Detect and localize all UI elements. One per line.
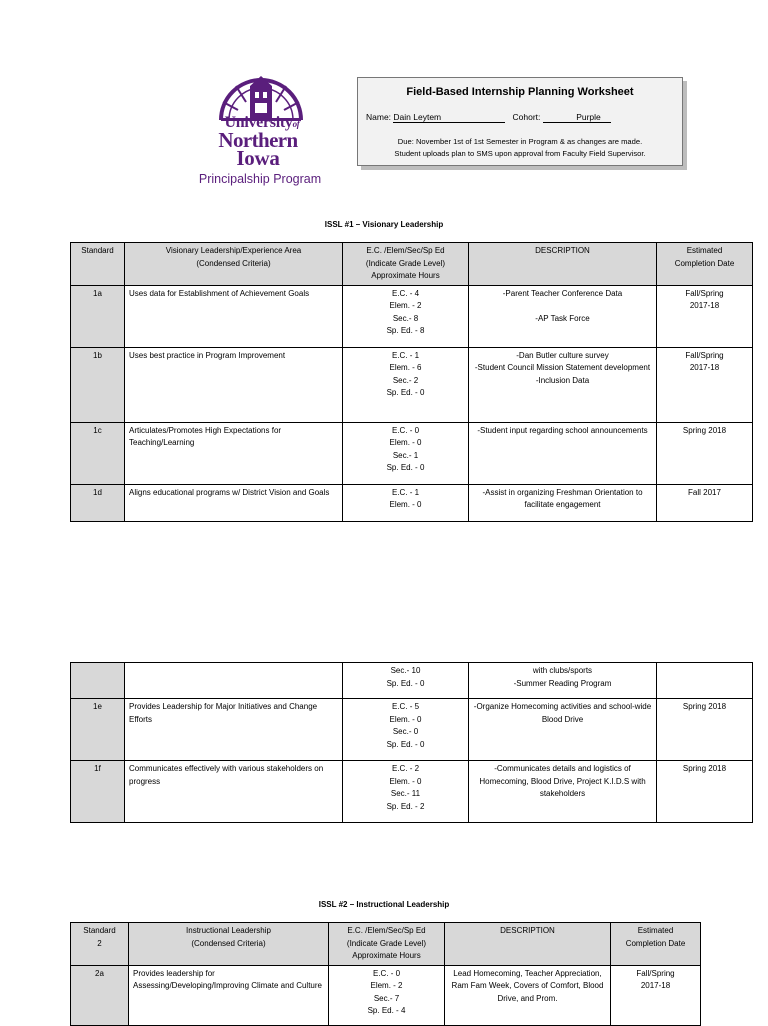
- standard-cell: 2a: [71, 965, 129, 1025]
- table-row: [71, 699, 753, 761]
- issl1-continued-table: [70, 662, 753, 823]
- table-row: [71, 347, 753, 422]
- logo-iowa-text: Iowa: [236, 146, 280, 170]
- column-header: DESCRIPTION: [445, 923, 611, 966]
- cohort-value: Purple: [543, 112, 611, 123]
- description-cell: -Communicates details and logistics of Homecoming, Blood Drive, Project K.I.D.S with stakeholders: [469, 761, 657, 823]
- issl1-title: ISSL #1 – Visionary Leadership: [324, 220, 444, 229]
- program-name: Principalship Program: [198, 172, 322, 186]
- description-cell: -Assist in organizing Freshman Orientation to facilitate engagement: [469, 484, 657, 521]
- logo-university-text: Universityof: [224, 114, 300, 131]
- issl2-title: ISSL #2 – Instructional Leadership: [318, 900, 450, 909]
- column-header: Instructional Leadership (Condensed Criteria): [129, 923, 329, 966]
- column-header: Visionary Leadership/Experience Area (Condensed Criteria): [125, 243, 343, 286]
- completion-date-cell: Spring 2018: [657, 761, 753, 823]
- completion-date-cell: Fall/Spring 2017-18: [611, 965, 701, 1025]
- column-header: Estimated Completion Date: [611, 923, 701, 966]
- column-header: Standard 2: [71, 923, 129, 966]
- hours-cell: Sec.- 10 Sp. Ed. - 0: [343, 663, 469, 699]
- table-row: [71, 663, 753, 699]
- description-cell: with clubs/sports -Summer Reading Program: [469, 663, 657, 699]
- standard-cell: 1f: [71, 761, 125, 823]
- criteria-cell: [125, 663, 343, 699]
- hours-cell: E.C. - 0 Elem. - 0 Sec.- 1 Sp. Ed. - 0: [343, 422, 469, 484]
- completion-date-cell: Fall/Spring 2017-18: [657, 347, 753, 422]
- criteria-cell: Aligns educational programs w/ District Vision and Goals: [125, 484, 343, 521]
- completion-date-cell: Fall/Spring 2017-18: [657, 285, 753, 347]
- table-row: [71, 965, 701, 1025]
- issl2-table: [70, 922, 701, 1026]
- criteria-cell: Uses data for Establishment of Achievement Goals: [125, 285, 343, 347]
- column-header: E.C. /Elem/Sec/Sp Ed (Indicate Grade Level) Approximate Hours: [329, 923, 445, 966]
- issl1-table: [70, 242, 753, 522]
- description-cell: -Parent Teacher Conference Data -AP Task Force: [469, 285, 657, 347]
- hours-cell: E.C. - 1 Elem. - 0: [343, 484, 469, 521]
- worksheet-header-box: [357, 77, 683, 166]
- due-note: Due: November 1st of 1st Semester in Program & as changes are made. Student uploads plan to SMS upon approval from Faculty Field Supervisor.: [394, 137, 646, 158]
- table-row: [71, 285, 753, 347]
- hours-cell: E.C. - 1 Elem. - 6 Sec.- 2 Sp. Ed. - 0: [343, 347, 469, 422]
- name-value: Dain Leytem: [393, 112, 505, 123]
- criteria-cell: Provides Leadership for Major Initiatives and Change Efforts: [125, 699, 343, 761]
- completion-date-cell: Spring 2018: [657, 422, 753, 484]
- table-header-row: [71, 923, 701, 966]
- table-row: [71, 484, 753, 521]
- column-header: DESCRIPTION: [469, 243, 657, 286]
- name-cohort-line: Name: Dain Leytem Cohort: Purple: [366, 112, 611, 123]
- criteria-cell: Uses best practice in Program Improvement: [125, 347, 343, 422]
- criteria-cell: Provides leadership for Assessing/Developing/Improving Climate and Culture: [129, 965, 329, 1025]
- description-cell: -Dan Butler culture survey -Student Council Mission Statement development -Inclusion Data: [469, 347, 657, 422]
- table-row: [71, 761, 753, 823]
- standard-cell: [71, 663, 125, 699]
- hours-cell: E.C. - 4 Elem. - 2 Sec.- 8 Sp. Ed. - 8: [343, 285, 469, 347]
- description-cell: -Student input regarding school announcements: [469, 422, 657, 484]
- table-header-row: [71, 243, 753, 286]
- completion-date-cell: Spring 2018: [657, 699, 753, 761]
- hours-cell: E.C. - 5 Elem. - 0 Sec.- 0 Sp. Ed. - 0: [343, 699, 469, 761]
- column-header: Estimated Completion Date: [657, 243, 753, 286]
- description-cell: -Organize Homecoming activities and school-wide Blood Drive: [469, 699, 657, 761]
- hours-cell: E.C. - 0 Elem. - 2 Sec.- 7 Sp. Ed. - 4: [329, 965, 445, 1025]
- standard-cell: 1d: [71, 484, 125, 521]
- criteria-cell: Communicates effectively with various stakeholders on progress: [125, 761, 343, 823]
- standard-cell: 1b: [71, 347, 125, 422]
- worksheet-title: Field-Based Internship Planning Worksheet: [406, 86, 634, 98]
- standard-cell: 1a: [71, 285, 125, 347]
- logo-northern-text: Northern: [218, 128, 298, 152]
- column-header: Standard: [71, 243, 125, 286]
- hours-cell: E.C. - 2 Elem. - 0 Sec.- 11 Sp. Ed. - 2: [343, 761, 469, 823]
- table-row: [71, 422, 753, 484]
- column-header: E.C. /Elem/Sec/Sp Ed (Indicate Grade Level) Approximate Hours: [343, 243, 469, 286]
- description-cell: Lead Homecoming, Teacher Appreciation, Ram Fam Week, Covers of Comfort, Blood Drive, and Prom.: [445, 965, 611, 1025]
- completion-date-cell: [657, 663, 753, 699]
- standard-cell: 1e: [71, 699, 125, 761]
- completion-date-cell: Fall 2017: [657, 484, 753, 521]
- criteria-cell: Articulates/Promotes High Expectations for Teaching/Learning: [125, 422, 343, 484]
- standard-cell: 1c: [71, 422, 125, 484]
